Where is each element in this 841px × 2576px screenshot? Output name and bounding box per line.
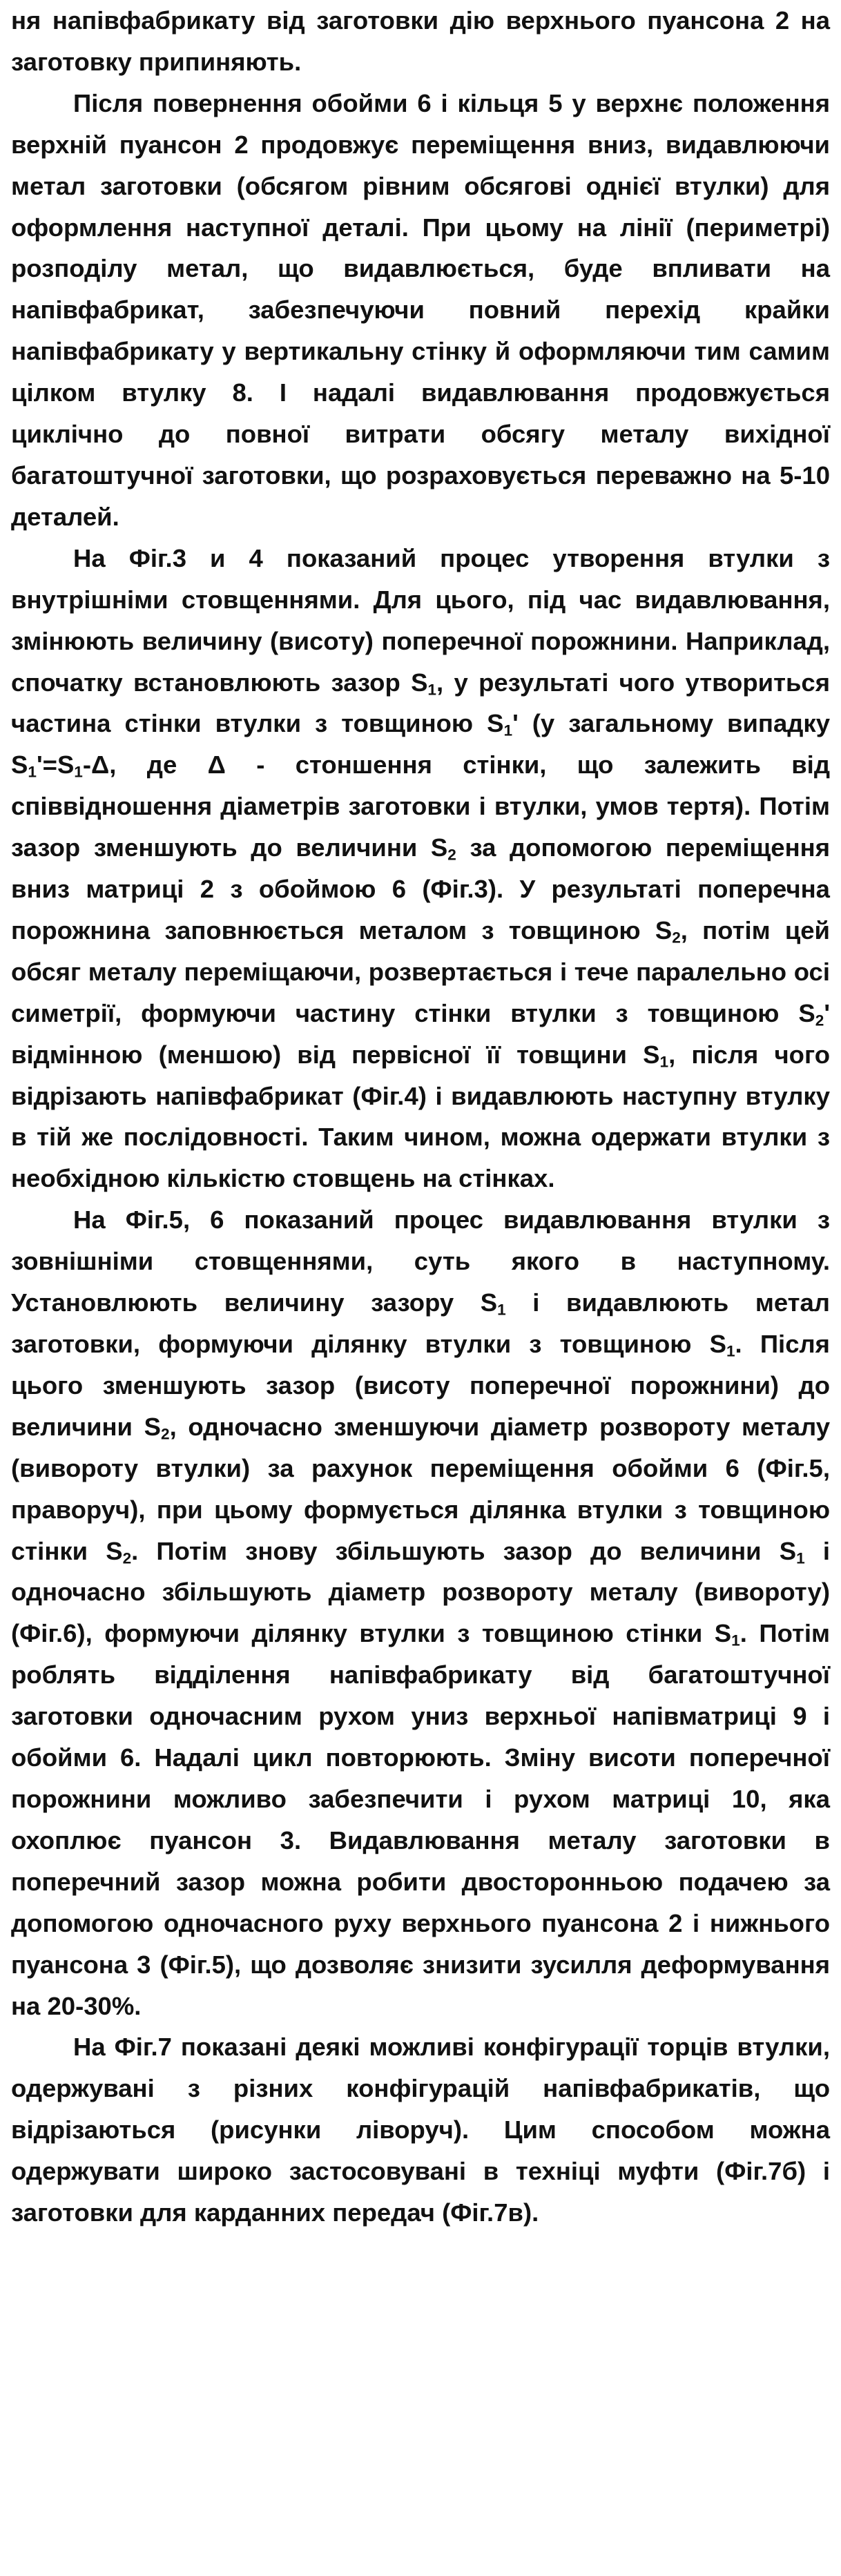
document-page — [11, 0, 830, 2234]
paragraph-punch-return: Після повернення обойми 6 і кільця 5 у верхнє положення верхній пуансон 2 продовжує переміщення вниз, видавлюючи метал заготовки (обсягом рівним обсягові однієї втулки) для оформлення наступної деталі. При цьому на лінії (периметрі) розподілу метал, що видавлюється, буде впливати на напівфабрикат, забезпечуючи повний перехід крайки напівфабрикату у вертикальну стінку й оформляючи тим самим цілком втулку 8. І надалі видавлювання продовжується циклічно до повної витрати обсягу металу вихідної багатоштучної заготовки, що розраховується переважно на 5-10 деталей. — [11, 88, 830, 531]
paragraph-continuation: ня напівфабрикату від заготовки дію верхнього пуансона 2 на заготовку припиняють. — [11, 6, 830, 76]
paragraph-end-configurations: На Фіг.7 показані деякі можливі конфігурації торців втулки, одержувані з різних конфігурацій напівфабрикатів, що відрізаються (рисунки ліворуч). Цим способом можна одержувати широко застосовувані в техніці муфти (Фіг.7б) і заготовки для карданних передач (Фіг.7в). — [11, 2033, 830, 2227]
paragraph-outer-thickening: На Фіг.5, 6 показаний процес видавлювання втулки з зовнішніми стовщеннями, суть якого в наступному. Установлюють величину зазору $S_1$ і видавлюють метал заготовки, формуючи ділянку втулки з товщиною $S_1$. Після цього зменшують зазор (висоту поперечної порожнини) до величини $S_2$, одночасно зменшуючи діаметр розвороту металу (вивороту втулки) за рахунок переміщення обойми 6 (Фіг.5, праворуч), при цьому формується ділянка втулки з товщиною стінки $S_2$. Потім знову збільшують зазор до величини $S_1$ і одночасно збільшують діаметр розвороту металу (вивороту) (Фіг.6), формуючи ділянку втулки з товщиною стінки $S_1$. Потім роблять відділення напівфабрикату від багатоштучної заготовки одночасним рухом униз верхньої напівматриці 9 і обойми 6. Надалі цикл повторюють. Зміну висоти поперечної порожнини можливо забезпечити і рухом матриці 10, яка охоплює пуансон 3. Видавлювання металу заготовки в поперечний зазор можна робити двосторонньою подачею за допомогою одночасного руху верхнього пуансона 2 і нижнього пуансона 3 (Фіг.5), що дозволяє знизити зусилля деформування на 20-30%. — [11, 1205, 831, 2020]
paragraph-inner-thickening: На Фіг.3 и 4 показаний процес утворення втулки з внутрішніми стовщеннями. Для цього, під час видавлювання, змінюють величину (висоту) поперечної порожнини. Наприклад, спочатку встановлюють зазор $S_1$, у результаті чого утвориться частина стінки втулки з товщиною $S_1'$ (у загальному випадку $S_1'=S_1-\Delta$, де Δ - стоншення стінки, що залежить від співвідношення діаметрів заготовки і втулки, умов тертя). Потім зазор зменшують до величини $S_2$ за допомогою переміщення вниз матриці 2 з обоймою 6 (Фіг.3). У результаті поперечна порожнина заповнюється металом з товщиною $S_2$, потім цей обсяг металу переміщаючи, розвертається і тече паралельно осі симетрії, формуючи частину стінки втулки з товщиною $S_2'$ відмінною (меншою) від первісної її товщини $S_1$, після чого відрізають напівфабрикат (Фіг.4) і видавлюють наступну втулку в тій же послідовності. Таким чином, можна одержати втулки з необхідною кількістю стовщень на стінках. — [11, 543, 830, 1193]
